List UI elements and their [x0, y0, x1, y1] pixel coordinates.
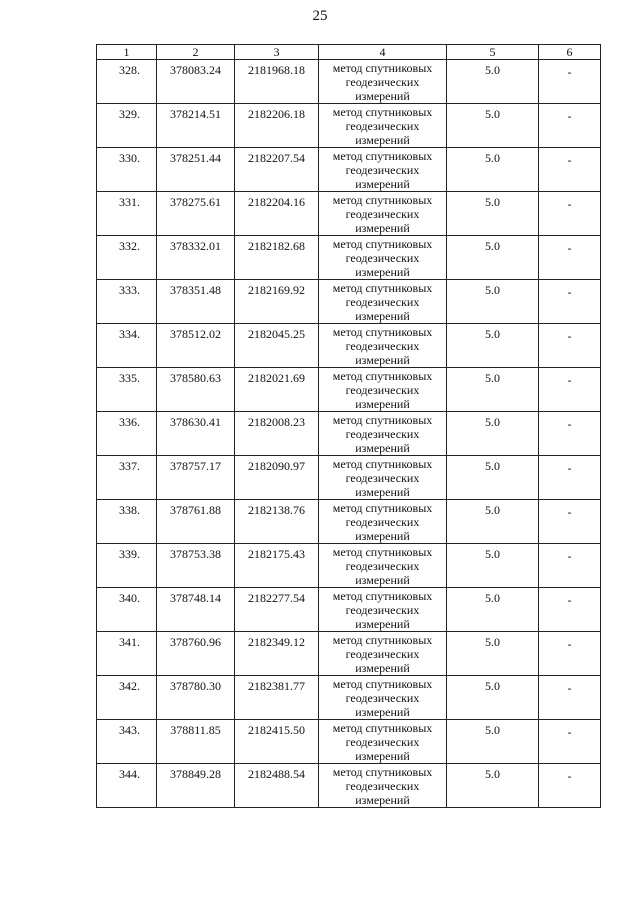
method-cell: [319, 412, 447, 456]
method-line: метод спутниковых: [332, 457, 433, 471]
table-row: [97, 764, 601, 808]
method-cell: [319, 720, 447, 764]
table-row: [97, 104, 601, 148]
note-cell: -: [539, 456, 601, 500]
method-cell: [319, 368, 447, 412]
method-line: измерений: [355, 749, 410, 763]
point-number-cell: 342.: [97, 676, 157, 720]
x-coordinate-cell: 378214.51: [157, 104, 235, 148]
method-line: измерений: [355, 793, 410, 807]
accuracy-cell: 5.0: [447, 192, 539, 236]
accuracy-cell: 5.0: [447, 324, 539, 368]
method-line: измерений: [355, 617, 410, 631]
column-header: 2: [157, 45, 235, 60]
note-cell: -: [539, 280, 601, 324]
table-row: [97, 676, 601, 720]
table-row: [97, 236, 601, 280]
table-row: [97, 720, 601, 764]
method-line: измерений: [355, 265, 410, 279]
accuracy-cell: 5.0: [447, 236, 539, 280]
note-cell: -: [539, 60, 601, 104]
note-cell: -: [539, 368, 601, 412]
point-number-cell: 338.: [97, 500, 157, 544]
method-line: измерений: [355, 133, 410, 147]
column-header: 6: [539, 45, 601, 60]
y-coordinate-cell: 2182207.54: [235, 148, 319, 192]
note-cell: -: [539, 588, 601, 632]
accuracy-cell: 5.0: [447, 500, 539, 544]
note-cell: -: [539, 192, 601, 236]
method-cell: [319, 544, 447, 588]
method-line: измерений: [355, 705, 410, 719]
method-line: геодезических: [345, 515, 420, 529]
method-line: метод спутниковых: [332, 677, 433, 691]
method-line: измерений: [355, 177, 410, 191]
method-line: метод спутниковых: [332, 61, 433, 75]
y-coordinate-cell: 2182090.97: [235, 456, 319, 500]
table-row: [97, 412, 601, 456]
accuracy-cell: 5.0: [447, 588, 539, 632]
method-line: метод спутниковых: [332, 721, 433, 735]
method-line: геодезических: [345, 427, 420, 441]
method-line: геодезических: [345, 559, 420, 573]
note-cell: -: [539, 104, 601, 148]
method-line: измерений: [355, 573, 410, 587]
point-number-cell: 329.: [97, 104, 157, 148]
point-number-cell: 328.: [97, 60, 157, 104]
point-number-cell: 332.: [97, 236, 157, 280]
method-line: измерений: [355, 221, 410, 235]
y-coordinate-cell: 2182415.50: [235, 720, 319, 764]
table-header-row: [97, 45, 601, 60]
point-number-cell: 341.: [97, 632, 157, 676]
table-body: [97, 60, 601, 808]
method-line: метод спутниковых: [332, 369, 433, 383]
y-coordinate-cell: 2182277.54: [235, 588, 319, 632]
table-row: [97, 324, 601, 368]
point-number-cell: 344.: [97, 764, 157, 808]
point-number-cell: 331.: [97, 192, 157, 236]
method-line: геодезических: [345, 339, 420, 353]
point-number-cell: 339.: [97, 544, 157, 588]
note-cell: -: [539, 500, 601, 544]
point-number-cell: 335.: [97, 368, 157, 412]
table-row: [97, 192, 601, 236]
method-line: измерений: [355, 485, 410, 499]
point-number-cell: 340.: [97, 588, 157, 632]
note-cell: -: [539, 764, 601, 808]
method-line: геодезических: [345, 735, 420, 749]
method-line: метод спутниковых: [332, 413, 433, 427]
y-coordinate-cell: 2182206.18: [235, 104, 319, 148]
x-coordinate-cell: 378849.28: [157, 764, 235, 808]
x-coordinate-cell: 378757.17: [157, 456, 235, 500]
point-number-cell: 334.: [97, 324, 157, 368]
note-cell: -: [539, 236, 601, 280]
method-cell: [319, 588, 447, 632]
method-line: измерений: [355, 441, 410, 455]
y-coordinate-cell: 2182488.54: [235, 764, 319, 808]
method-line: метод спутниковых: [332, 545, 433, 559]
y-coordinate-cell: 2182045.25: [235, 324, 319, 368]
method-line: измерений: [355, 353, 410, 367]
method-line: метод спутниковых: [332, 633, 433, 647]
column-header: 1: [97, 45, 157, 60]
method-line: геодезических: [345, 207, 420, 221]
y-coordinate-cell: 2182138.76: [235, 500, 319, 544]
table-row: [97, 148, 601, 192]
x-coordinate-cell: 378083.24: [157, 60, 235, 104]
y-coordinate-cell: 2182175.43: [235, 544, 319, 588]
method-line: метод спутниковых: [332, 325, 433, 339]
method-cell: [319, 148, 447, 192]
method-cell: [319, 280, 447, 324]
method-line: метод спутниковых: [332, 281, 433, 295]
method-line: геодезических: [345, 647, 420, 661]
accuracy-cell: 5.0: [447, 104, 539, 148]
column-header: 5: [447, 45, 539, 60]
note-cell: -: [539, 544, 601, 588]
accuracy-cell: 5.0: [447, 368, 539, 412]
x-coordinate-cell: 378753.38: [157, 544, 235, 588]
x-coordinate-cell: 378811.85: [157, 720, 235, 764]
x-coordinate-cell: 378351.48: [157, 280, 235, 324]
accuracy-cell: 5.0: [447, 148, 539, 192]
point-number-cell: 337.: [97, 456, 157, 500]
y-coordinate-cell: 2182008.23: [235, 412, 319, 456]
table-row: [97, 588, 601, 632]
note-cell: -: [539, 148, 601, 192]
y-coordinate-cell: 2181968.18: [235, 60, 319, 104]
y-coordinate-cell: 2182349.12: [235, 632, 319, 676]
y-coordinate-cell: 2182021.69: [235, 368, 319, 412]
accuracy-cell: 5.0: [447, 720, 539, 764]
method-line: метод спутниковых: [332, 237, 433, 251]
accuracy-cell: 5.0: [447, 280, 539, 324]
method-cell: [319, 104, 447, 148]
column-header: 4: [319, 45, 447, 60]
method-line: геодезических: [345, 251, 420, 265]
method-cell: [319, 676, 447, 720]
point-number-cell: 336.: [97, 412, 157, 456]
accuracy-cell: 5.0: [447, 764, 539, 808]
method-cell: [319, 192, 447, 236]
table-row: [97, 280, 601, 324]
note-cell: -: [539, 412, 601, 456]
method-line: измерений: [355, 529, 410, 543]
method-line: геодезических: [345, 779, 420, 793]
method-line: метод спутниковых: [332, 149, 433, 163]
method-line: измерений: [355, 397, 410, 411]
y-coordinate-cell: 2182381.77: [235, 676, 319, 720]
method-cell: [319, 764, 447, 808]
table-row: [97, 456, 601, 500]
point-number-cell: 343.: [97, 720, 157, 764]
method-cell: [319, 324, 447, 368]
method-cell: [319, 60, 447, 104]
method-line: геодезических: [345, 383, 420, 397]
coordinates-table: [96, 44, 601, 808]
accuracy-cell: 5.0: [447, 60, 539, 104]
x-coordinate-cell: 378275.61: [157, 192, 235, 236]
method-cell: [319, 632, 447, 676]
y-coordinate-cell: 2182204.16: [235, 192, 319, 236]
accuracy-cell: 5.0: [447, 456, 539, 500]
method-cell: [319, 500, 447, 544]
method-line: метод спутниковых: [332, 765, 433, 779]
accuracy-cell: 5.0: [447, 544, 539, 588]
method-line: метод спутниковых: [332, 105, 433, 119]
method-cell: [319, 236, 447, 280]
method-line: геодезических: [345, 691, 420, 705]
method-line: геодезических: [345, 119, 420, 133]
method-line: геодезических: [345, 603, 420, 617]
table-row: [97, 60, 601, 104]
note-cell: -: [539, 720, 601, 764]
accuracy-cell: 5.0: [447, 632, 539, 676]
column-header: 3: [235, 45, 319, 60]
x-coordinate-cell: 378761.88: [157, 500, 235, 544]
method-line: метод спутниковых: [332, 501, 433, 515]
x-coordinate-cell: 378630.41: [157, 412, 235, 456]
method-line: измерений: [355, 661, 410, 675]
note-cell: -: [539, 632, 601, 676]
method-cell: [319, 456, 447, 500]
method-line: метод спутниковых: [332, 193, 433, 207]
y-coordinate-cell: 2182182.68: [235, 236, 319, 280]
page-number: 25: [312, 8, 328, 24]
point-number-cell: 330.: [97, 148, 157, 192]
method-line: геодезических: [345, 163, 420, 177]
table-row: [97, 632, 601, 676]
x-coordinate-cell: 378748.14: [157, 588, 235, 632]
x-coordinate-cell: 378332.01: [157, 236, 235, 280]
method-line: геодезических: [345, 295, 420, 309]
note-cell: -: [539, 324, 601, 368]
method-line: измерений: [355, 89, 410, 103]
table-row: [97, 500, 601, 544]
x-coordinate-cell: 378512.02: [157, 324, 235, 368]
table-row: [97, 368, 601, 412]
method-line: геодезических: [345, 75, 420, 89]
x-coordinate-cell: 378780.30: [157, 676, 235, 720]
method-line: измерений: [355, 309, 410, 323]
x-coordinate-cell: 378580.63: [157, 368, 235, 412]
y-coordinate-cell: 2182169.92: [235, 280, 319, 324]
accuracy-cell: 5.0: [447, 412, 539, 456]
x-coordinate-cell: 378251.44: [157, 148, 235, 192]
accuracy-cell: 5.0: [447, 676, 539, 720]
note-cell: -: [539, 676, 601, 720]
x-coordinate-cell: 378760.96: [157, 632, 235, 676]
table-row: [97, 544, 601, 588]
method-line: геодезических: [345, 471, 420, 485]
point-number-cell: 333.: [97, 280, 157, 324]
method-line: метод спутниковых: [332, 589, 433, 603]
